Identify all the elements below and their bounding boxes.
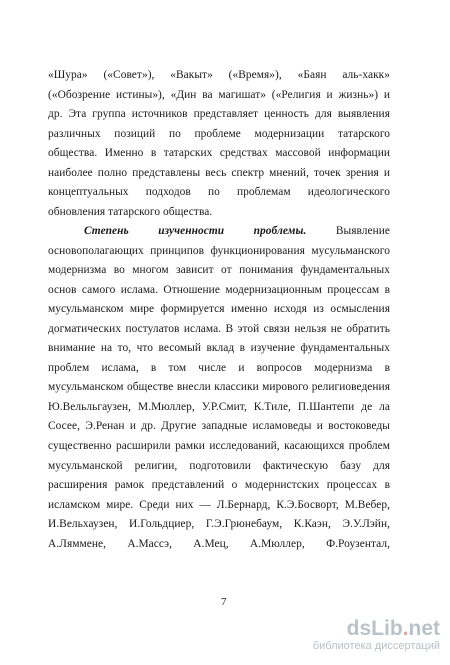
text-line: Сосее, Э.Ренан и др. Другие западные исламоведы и востоковеды: [48, 420, 390, 433]
text-line: модернизма во многом зависит от понимания фундаментальных: [48, 264, 390, 277]
section-heading: Степень изученности проблемы.: [84, 225, 307, 237]
page-number: 7: [221, 596, 227, 608]
text-line: основополагающих принципов функционирования мусульманского: [48, 244, 390, 257]
text-line: И.Вельхаузен, И.Гольдциер, Г.Э.Грюнебаум, К.Каэн, Э.У.Лэйн,: [48, 518, 390, 531]
text-line: А.Ляммене, А.Массэ, А.Мец, А.Мюллер, Ф.Роузентал,: [48, 537, 390, 550]
watermark: [313, 618, 440, 653]
text-line: основ самого ислама. Отношение модернизационным процессам в: [48, 283, 390, 296]
text-line: обновления татарского общества.: [48, 205, 213, 218]
text-line: («Обозрение истины»), «Дин ва магишат» («Религия и жизнь») и: [48, 88, 390, 101]
text-line: др. Эта группа источников представляет ценность для выявления: [48, 108, 390, 121]
text-line: общества. Именно в татарских средствах массовой информации: [48, 147, 390, 160]
watermark-logo-main: dsLib: [346, 617, 403, 640]
paragraph-research-degree: [48, 222, 390, 554]
paragraph-sources: [48, 66, 390, 222]
text-fragment: Выявление: [335, 225, 390, 237]
text-line: «Шура» («Совет»), «Вакыт» («Время»), «Баян аль-хакк»: [48, 69, 390, 81]
text-line: концептуальных подходов по проблемам идеологического: [48, 186, 390, 199]
text-line: расширения рамок представлений о модернистских процессах в: [48, 479, 390, 492]
text-line: мусульманском обществе внесли классики мирового религиоведения: [48, 381, 390, 394]
text-line: Ю.Вельльгаузен, М.Мюллер, У.Р.Смит, К.Тиле, П.Шантепи де ла: [48, 400, 390, 413]
text-line: догматических постулатов ислама. В этой связи нельзя не обратить: [48, 322, 390, 335]
text-line: наиболее полно представлены весь спектр мнений, точек зрения и: [48, 166, 390, 179]
text-line: проблем ислама, в том числе и вопросов модернизма в: [48, 361, 390, 374]
watermark-logo: [313, 618, 440, 640]
watermark-logo-dot: .: [402, 617, 409, 640]
watermark-subtitle: библиотека диссертаций: [312, 640, 440, 652]
watermark-logo-tld: net: [408, 617, 440, 640]
text-line: различных позиций по проблеме модернизации татарского: [48, 127, 390, 140]
text-line: исламском мире. Среди них — Л.Бернард, К.Э.Босворт, М.Вебер,: [48, 498, 390, 511]
text-line: мусульманской религии, подготовили фактическую базу для: [48, 459, 390, 472]
text-line: внимание на то, что весомый вклад в изучение фундаментальных: [48, 342, 390, 355]
text-line: мусульманском мире формируется именно исходя из осмысления: [48, 303, 390, 316]
text-line: существенно расширили рамки исследований, касающихся проблем: [48, 440, 390, 453]
text-line-first: [48, 222, 390, 242]
